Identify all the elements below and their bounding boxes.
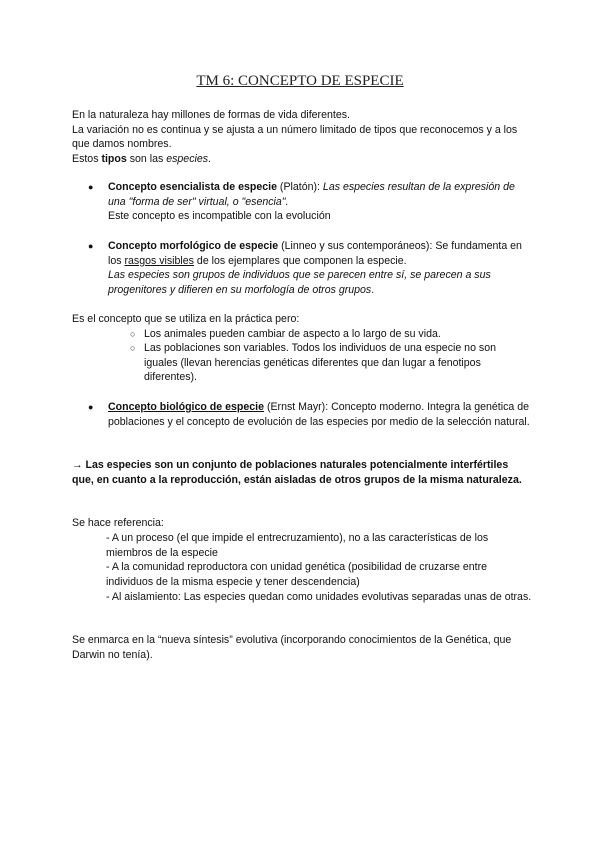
referencia-intro: Se hace referencia: — [72, 517, 164, 529]
esencialista-note: Este concepto es incompatible con la evolución — [108, 210, 331, 223]
bullet-esencialista — [90, 180, 530, 224]
referencia-item-1: - A un proceso (el que impide el entrecruzamiento), no a las características de los miembros de la especie — [106, 532, 489, 559]
intro-line-1: En la naturaleza hay millones de formas de vida diferentes. — [72, 109, 350, 121]
bullet-icon: ● — [88, 241, 94, 251]
sintesis-paragraph: Se enmarca en la “nueva síntesis” evolutiva (incorporando conocimientos de la Genética, que Darwin no tenía). — [72, 634, 512, 661]
bullet-morfologico — [90, 239, 530, 297]
circle-bullet-icon: ○ — [130, 343, 136, 353]
biologico-text: Concepto biológico de especie (Ernst Mayr): Concepto moderno. Integra la genética de poblaciones y el concepto de evolución de las especies por medio de la selección natural. — [108, 401, 530, 428]
esencialista-text: Concepto esencialista de especie (Platón): Las especies resultan de la expresión de una "forma de ser" virtual, o "esencia". — [108, 181, 515, 208]
species-definition: → Las especies son un conjunto de poblaciones naturales potencialmente interfértiles que, en cuanto a la reproducción, están aisladas de otros grupos de la misma naturaleza. — [72, 459, 522, 486]
morfologico-text: Concepto morfológico de especie (Linneo y sus contemporáneos): Se fundamenta en los rasgos visibles de los ejemplares que componen la especie. — [108, 240, 522, 267]
bullet-icon: ● — [88, 402, 94, 412]
intro-line-3: Estos tipos son las especies. — [72, 152, 211, 165]
page-title: TM 6: CONCEPTO DE ESPECIE — [196, 73, 404, 89]
practica-item-2: ○ Las poblaciones son variables. Todos los individuos de una especie no son iguales (llevan herencias genéticas diferentes que dan lugar a fenotipos diferentes). — [130, 342, 496, 384]
referencia-item-2: - A la comunidad reproductora con unidad genética (posibilidad de cruzarse entre individuos de la misma especie y tener descendencia) — [106, 561, 488, 588]
referencia-item-3: - Al aislamiento: Las especies quedan como unidades evolutivas separadas unas de otras. — [106, 591, 532, 603]
practica-item-1: ○ Los animales pueden cambiar de aspecto a lo largo de su vida. — [130, 328, 441, 340]
practica-intro: Es el concepto que se utiliza en la práctica pero: — [72, 313, 300, 325]
intro-paragraph — [72, 108, 532, 166]
intro-line-2: La variación no es continua y se ajusta a un número limitado de tipos que reconocemos y a los que damos nombres. — [72, 123, 518, 151]
morfologico-definition: Las especies son grupos de individuos que se parecen entre sí, se parecen a sus progenitores y difieren en su morfología de otros grupos. — [108, 269, 491, 296]
bullet-icon: ● — [88, 182, 94, 192]
circle-bullet-icon: ○ — [130, 329, 136, 339]
bullet-biologico — [90, 400, 530, 429]
